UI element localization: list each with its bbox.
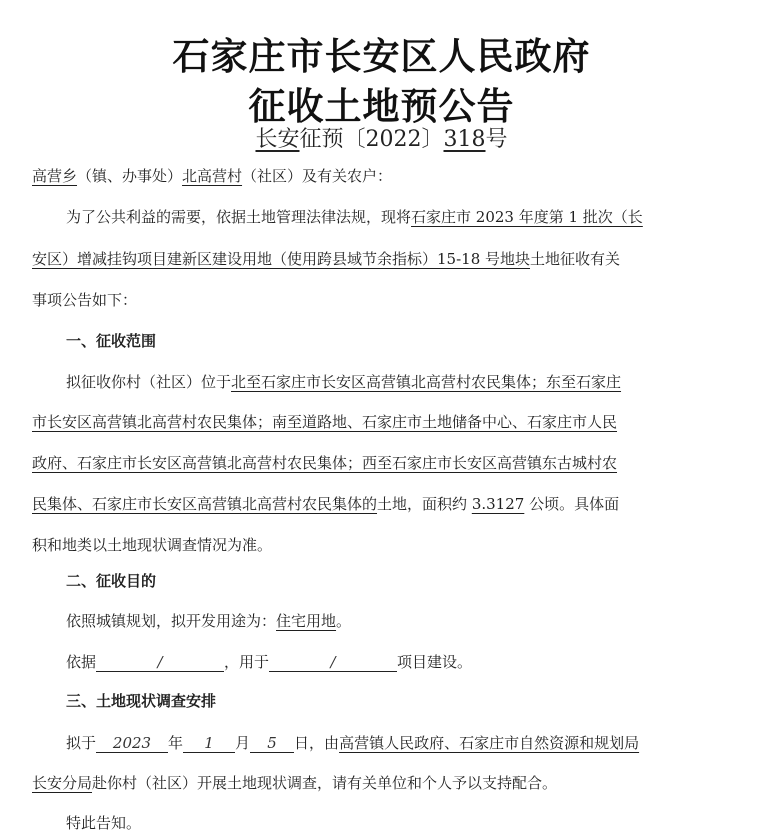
s2-blank-2: / bbox=[269, 653, 397, 672]
intro-line-3: 事项公告如下： bbox=[32, 291, 138, 309]
s1-l4-a: 民集体、石家庄市长安区高营镇北高营村农民集体的 bbox=[32, 495, 378, 513]
s2-l2-c: 项目建设。 bbox=[397, 653, 473, 671]
section2-line-1 bbox=[66, 611, 763, 631]
section1-line-4 bbox=[32, 494, 732, 514]
section1-line-3 bbox=[32, 453, 732, 473]
title-line-2: 征收土地预公告 bbox=[248, 85, 515, 128]
addressee-village: 北高营村 bbox=[182, 167, 243, 185]
s2-l1-b: 住宅用地 bbox=[276, 612, 337, 630]
s1-l1-a: 拟征收你村（社区）位于 bbox=[66, 373, 232, 391]
s2-l1-a: 依照城镇规划，拟开发用途为： bbox=[66, 612, 277, 630]
s3-day: 5 bbox=[250, 734, 294, 753]
closing-line: 特此告知。 bbox=[66, 814, 142, 832]
section2-line-2 bbox=[66, 652, 763, 672]
section3-heading: 三、土地现状调查安排 bbox=[66, 692, 217, 710]
intro-line-2 bbox=[32, 249, 732, 269]
document-number bbox=[0, 122, 763, 153]
s1-l4-b: 土地，面积约 bbox=[377, 495, 468, 513]
section1-line-2 bbox=[32, 412, 732, 432]
intro-line-1 bbox=[66, 207, 763, 227]
s1-l2: 市长安区高营镇北高营村农民集体；南至道路地、石家庄市土地储备中心、石家庄市人民 bbox=[32, 413, 618, 431]
addressee-t1: （镇、办事处） bbox=[77, 167, 183, 185]
s3-l2-a: 长安分局 bbox=[32, 774, 93, 792]
intro-l2-a: 安区）增减挂钩项目建新区建设用地（使用跨县域节余指标）15-18 号地块 bbox=[32, 250, 531, 268]
s1-l1-b: 北至石家庄市长安区高营镇北高营村农民集体；东至石家庄 bbox=[231, 373, 622, 391]
s2-l1-c: 。 bbox=[336, 612, 352, 630]
s3-year: 2023 bbox=[96, 734, 168, 753]
intro-l1-b: 石家庄市 2023 年度第 1 批次（长 bbox=[411, 208, 643, 226]
s2-l2-a: 依据 bbox=[66, 653, 97, 671]
s2-blank-1: / bbox=[96, 653, 224, 672]
section2-heading: 二、征收目的 bbox=[66, 572, 157, 590]
doc-no-mid: 征预〔2022〕 bbox=[299, 127, 444, 152]
section1-line-1 bbox=[66, 372, 763, 392]
addressee-t2: （社区）及有关农户： bbox=[242, 167, 393, 185]
section3-line-2 bbox=[32, 773, 732, 793]
s1-l4-c: 公顷。具体面 bbox=[529, 495, 620, 513]
s3-l1-a: 拟于 bbox=[66, 734, 97, 752]
title-line-1: 石家庄市长安区人民政府 bbox=[172, 35, 591, 78]
s3-l2-b: 赴你村（社区）开展土地现状调查，请有关单位和个人予以支持配合。 bbox=[92, 774, 558, 792]
addressee-township: 高营乡 bbox=[32, 167, 78, 185]
intro-l2-b: 土地征收有关 bbox=[530, 250, 621, 268]
section3-line-1 bbox=[66, 733, 763, 753]
section1-line-5: 积和地类以土地现状调查情况为准。 bbox=[32, 536, 273, 554]
doc-no-num: 318 bbox=[443, 127, 486, 152]
doc-no-suffix: 号 bbox=[485, 127, 508, 152]
addressee-line bbox=[32, 166, 732, 186]
s3-l1-e: 高营镇人民政府、石家庄市自然资源和规划局 bbox=[339, 734, 640, 752]
s1-l3: 政府、石家庄市长安区高营镇北高营村农民集体；西至石家庄市长安区高营镇东古城村农 bbox=[32, 454, 618, 472]
s3-l1-b: 年 bbox=[168, 734, 184, 752]
doc-no-prefix: 长安 bbox=[255, 127, 300, 152]
s3-l1-d: 日，由 bbox=[294, 734, 340, 752]
section1-heading: 一、征收范围 bbox=[66, 332, 157, 350]
s3-month: 1 bbox=[183, 734, 235, 753]
s2-l2-b: ，用于 bbox=[224, 653, 270, 671]
s3-l1-c: 月 bbox=[235, 734, 251, 752]
intro-l1-a: 为了公共利益的需要，依据土地管理法律法规，现将 bbox=[66, 208, 412, 226]
s1-l4-area: 3.3127 bbox=[471, 495, 525, 513]
